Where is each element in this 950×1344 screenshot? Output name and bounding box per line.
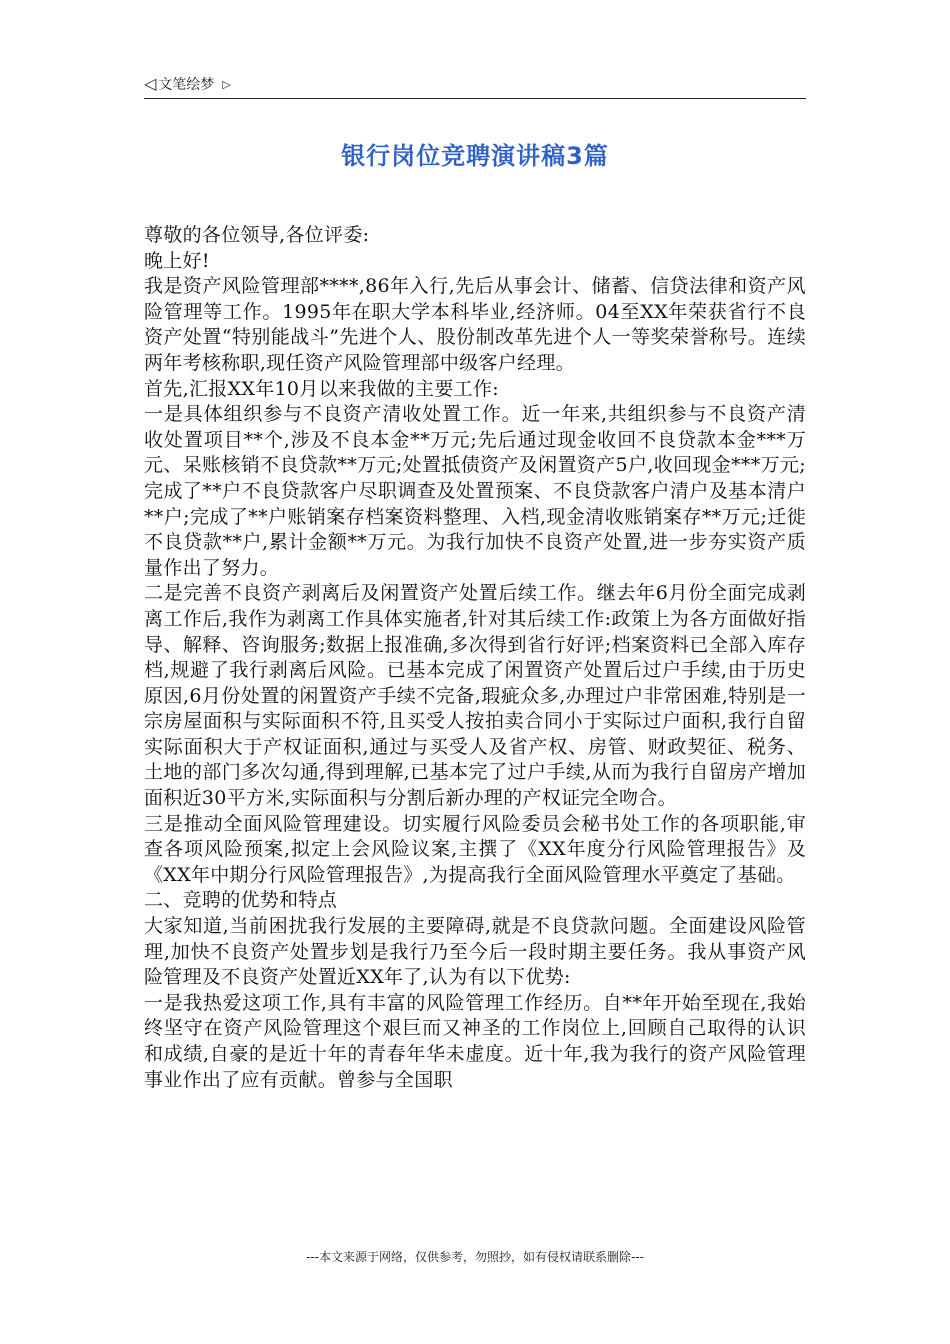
triangle-right-icon: ▷ (222, 77, 231, 91)
page-footer: ---本文来源于网络，仅供参考，勿照抄，如有侵权请联系删除--- (306, 1250, 644, 1264)
brand-name: 文笔绘梦 (158, 77, 215, 93)
triangle-left-icon: ◁ (144, 74, 157, 93)
document-body (144, 223, 806, 1093)
page-header (144, 72, 806, 99)
paragraph-greeting: 晚上好! (144, 249, 210, 272)
paragraph-work-two: 二是完善不良资产剥离后及闲置资产处置后续工作。继去年6月份全面完成剥离工作后,我作为剥离工作具体实施者,针对其后续工作:政策上为各方面做好指导、解释、咨询服务;数据上报准确,多次得到省行好评;档案资料已全部入库存档,规避了我行剥离后风险。已基本完成了闲置资产处置后过户手续,由于历史原因,6月份处置的闲置资产手续不完备,瑕疵众多,办理过户非常困难,特别是一宗房屋面积与实际面积不符,且买受人按拍卖合同小于实际过户面积,我行自留实际面积大于产权证面积,通过与买受人及省产权、房管、财政契征、税务、土地的部门多次勾通,得到理解,已基本完了过户手续,从而为我行自留房产增加面积近30平方米,实际面积与分割后新办理的产权证完全吻合。 (144, 582, 806, 810)
brand (144, 74, 231, 94)
paragraph-introduction: 我是资产风险管理部****,86年入行,先后从事会计、储蓄、信贷法律和资产风险管理等工作。1995年在职大学本科毕业,经济师。04至XX年荣获省行不良资产处置“特别能战斗”先进个人、股份制改革先进个人一等奖荣誉称号。连续两年考核称职,现任资产风险管理部中级客户经理。 (144, 275, 806, 374)
paragraph-work-three: 三是推动全面风险管理建设。切实履行风险委员会秘书处工作的各项职能,审查各项风险预案,拟定上会风险议案,主撰了《XX年度分行风险管理报告》及《XX年中期分行风险管理报告》,为提高我行全面风险管理水平奠定了基础。 (144, 812, 806, 886)
paragraph-work-one: 一是具体组织参与不良资产清收处置工作。近一年来,共组织参与不良资产清收处置项目**个,涉及不良本金**万元;先后通过现金收回不良贷款本金***万元、呆账核销不良贷款**万元;处置抵债资产及闲置资产5户,收回现金***万元;完成了**户不良贷款客户尽职调查及处置预案、不良贷款客户清户及基本清户**户;完成了**户账销案存档案资料整理、入档,现金清收账销案存**万元;迁徙不良贷款**户,累计金额**万元。为我行加快不良资产处置,进一步夯实资产质量作出了努力。 (144, 403, 806, 579)
paragraph-salutation: 尊敬的各位领导,各位评委: (144, 224, 370, 246)
paragraph-report-intro: 首先,汇报XX年10月以来我做的主要工作: (144, 377, 499, 400)
section-heading-advantages: 二、竞聘的优势和特点 (144, 889, 338, 912)
document-title: 银行岗位竞聘演讲稿3篇 (341, 142, 609, 170)
paragraph-advantage-one: 一是我热爱这项工作,具有丰富的风险管理工作经历。自**年开始至现在,我始终坚守在资产风险管理这个艰巨而又神圣的工作岗位上,回顾自己取得的认识和成绩,自豪的是近十年的青春年华未虚度。近十年,我为我行的资产风险管理事业作出了应有贡献。曾参与全国职 (144, 991, 806, 1091)
paragraph-advantages-intro: 大家知道,当前困扰我行发展的主要障碍,就是不良贷款问题。全面建设风险管理,加快不良资产处置步划是我行乃至今后一段时期主要任务。我从事资产风险管理及不良资产处置近XX年了,认为有以下优势: (144, 915, 806, 989)
